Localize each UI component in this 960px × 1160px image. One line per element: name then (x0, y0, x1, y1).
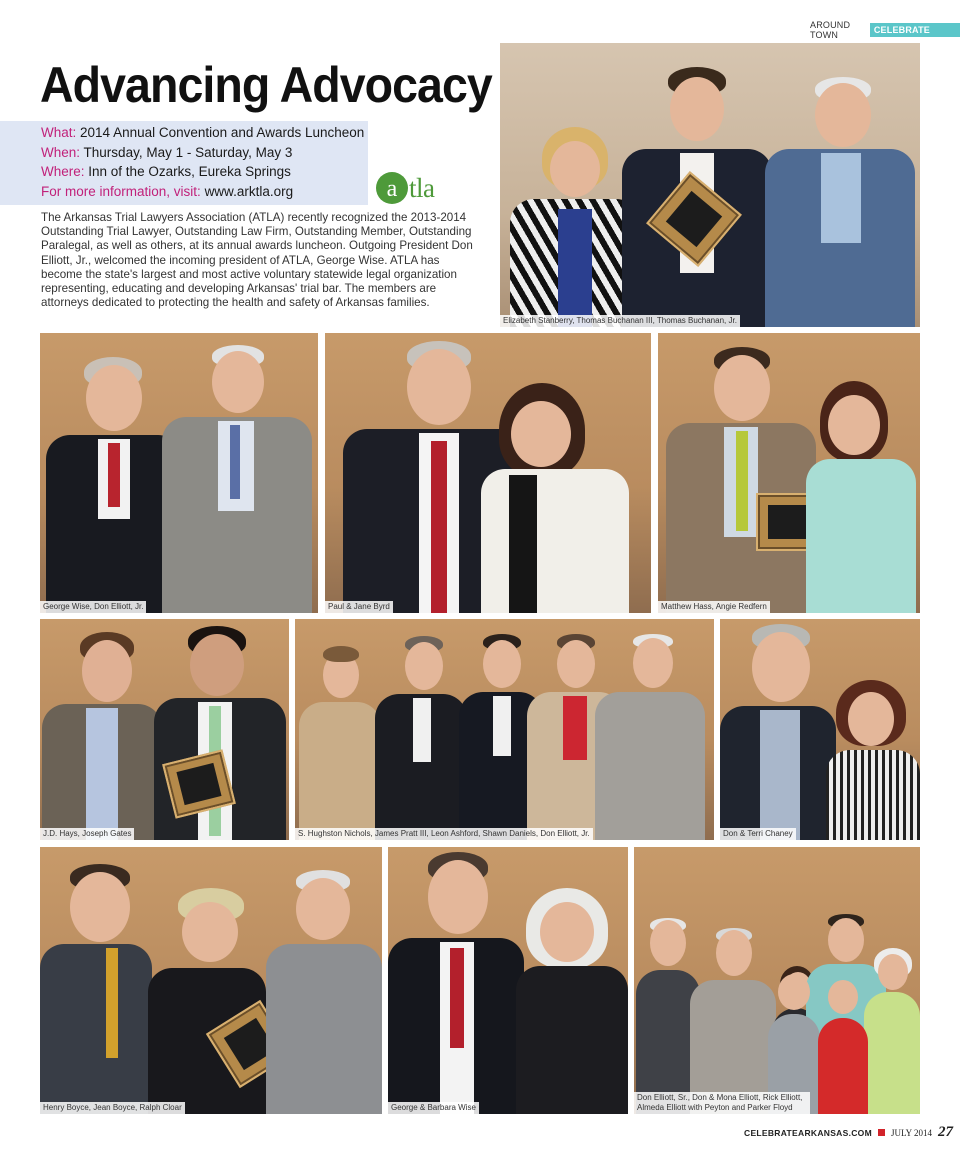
photo-caption: S. Hughston Nichols, James Pratt III, Leon Ashford, Shawn Daniels, Don Elliott, Jr. (295, 828, 593, 840)
photo-group-five (295, 619, 714, 840)
photo-byrd (325, 333, 651, 613)
photo-hays-gates (40, 619, 289, 840)
footer-issue-date: JULY 2014 (890, 1127, 932, 1138)
photo-wise-elliott (40, 333, 318, 613)
photo-caption: Elizabeth Stanberry, Thomas Buchanan III, Thomas Buchanan, Jr. (500, 315, 740, 327)
svg-text:a: a (386, 176, 398, 202)
event-when: When: Thursday, May 1 - Saturday, May 3 (41, 144, 293, 160)
footer-square-icon (878, 1129, 885, 1136)
page-number: 27 (938, 1124, 953, 1140)
atla-logo (375, 168, 459, 206)
section-tag (810, 22, 960, 38)
event-where: Where: Inn of the Ozarks, Eureka Springs (41, 164, 291, 179)
page-footer (744, 1124, 953, 1141)
photo-caption: J.D. Hays, Joseph Gates (40, 828, 134, 840)
article-title: Advancing Advocacy (40, 57, 492, 113)
photo-boyce-cloar (40, 847, 382, 1114)
section-celebrate: CELEBRATE (870, 23, 960, 37)
event-info (41, 123, 364, 201)
photo-caption: Henry Boyce, Jean Boyce, Ralph Cloar (40, 1102, 185, 1114)
photo-stanberry-buchanan (500, 43, 920, 327)
photo-chaney (720, 619, 920, 840)
section-around-town: AROUND TOWN (810, 20, 851, 40)
event-what: What: 2014 Annual Convention and Awards Luncheon (41, 125, 365, 140)
footer-domain[interactable]: CELEBRATEARKANSAS.COM (744, 1127, 872, 1138)
photo-caption: George Wise, Don Elliott, Jr. (40, 601, 146, 613)
photo-caption: Don Elliott, Sr., Don & Mona Elliott, Rick Elliott, Almeda Elliott with Peyton and Parker Floyd (634, 1092, 810, 1114)
event-website-link[interactable]: www.arktla.org (204, 183, 294, 199)
photo-wise-couple (388, 847, 628, 1114)
event-more-info: For more information, visit: www.arktla.org (41, 183, 294, 199)
photo-caption: George & Barbara Wise (388, 1102, 479, 1114)
svg-text:tla: tla (409, 173, 435, 203)
photo-elliott-family (634, 847, 920, 1114)
photo-caption: Don & Terri Chaney (720, 828, 796, 840)
photo-caption: Matthew Hass, Angie Redfern (658, 601, 770, 613)
photo-caption: Paul & Jane Byrd (325, 601, 393, 613)
intro-paragraph: The Arkansas Trial Lawyers Association (ATLA) recently recognized the 2013-2014 Outstanding Trial Lawyer, Outstanding Law Firm, Outstanding Member, Outstanding Paralegal, as well as others, at its annual awards luncheon. Outgoing President Don Elliott, Jr., welcomed the incoming president of ATLA, George Wise. ATLA has become the state's largest and most active voluntary statewide legal organization representing, educating and developing Arkansas' trial bar. The members are attorneys dedicated to protecting the health and safety of Arkansas families. (41, 211, 473, 310)
photo-hass-redfern (658, 333, 920, 613)
